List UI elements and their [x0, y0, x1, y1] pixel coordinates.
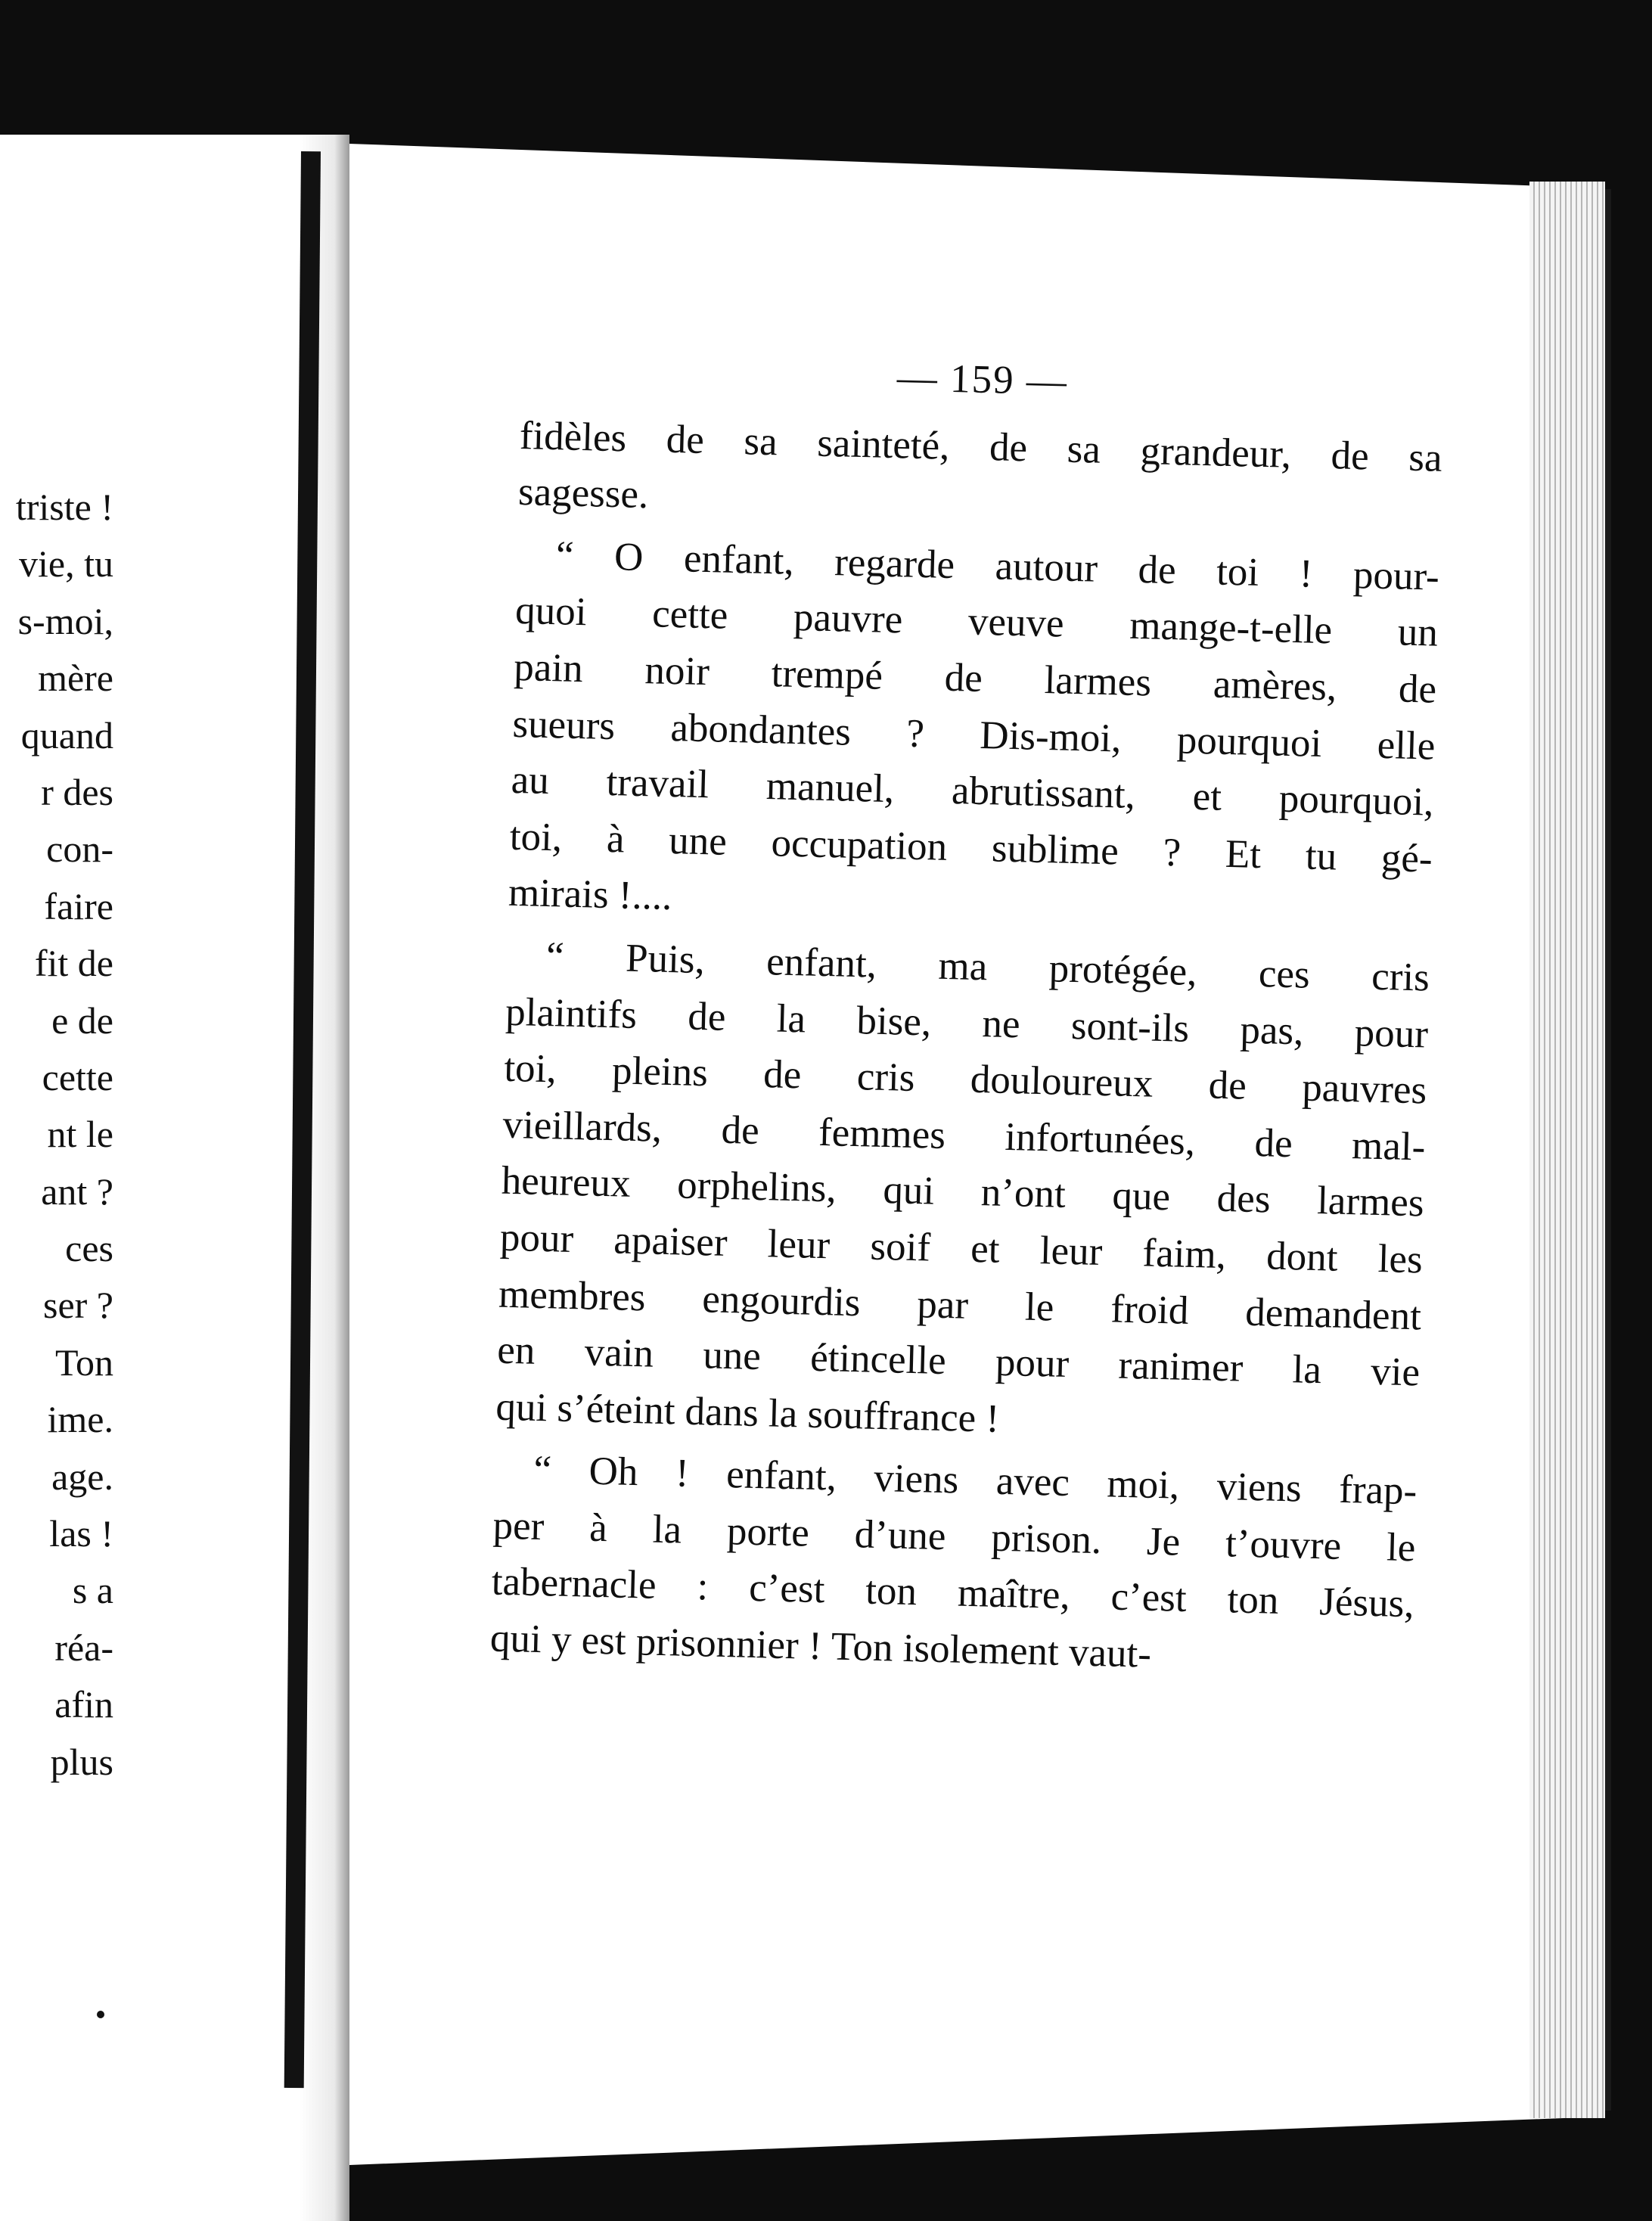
- left-page-line: e de: [51, 999, 113, 1042]
- text-line: quoi cette pauvre veuve mange-t-elle un: [514, 589, 1439, 656]
- text-line: en vain une étincelle pour ranimer la vie: [496, 1328, 1421, 1395]
- text-line: plaintifs de la bise, ne sont-ils pas, pour: [505, 989, 1429, 1057]
- text-line: sueurs abondantes ? Dis-moi, pourquoi elle: [511, 701, 1436, 769]
- paragraph: [495, 927, 1430, 1458]
- cover-edge: [1605, 189, 1611, 2111]
- left-page-line: plus: [50, 1740, 113, 1783]
- left-page-line: ime.: [47, 1398, 113, 1441]
- left-page-line: nt le: [47, 1113, 113, 1156]
- left-page-line: faire: [44, 884, 113, 927]
- text-line: qui s’éteint dans la souffrance !: [495, 1384, 1000, 1441]
- left-page-line: s-moi,: [17, 599, 113, 642]
- text-line: “ Oh ! enfant, viens avec moi, viens frap-: [533, 1448, 1418, 1514]
- text-line: mirais !....: [508, 871, 673, 919]
- page-edges: [1529, 182, 1605, 2118]
- left-page-line: las !: [49, 1512, 113, 1555]
- text-line: heureux orphelins, qui n’ont que des larmes: [501, 1158, 1425, 1225]
- right-page-text: [489, 340, 1444, 1689]
- left-page-line: ser ?: [43, 1284, 113, 1327]
- left-page-line: con-: [46, 828, 113, 871]
- left-page-line: age.: [51, 1455, 113, 1498]
- text-line: “ Puis, enfant, ma protégée, ces cris: [545, 933, 1430, 1000]
- left-page-line: ces: [65, 1227, 113, 1270]
- text-line: qui y est prisonnier ! Ton isolement vaut-: [489, 1616, 1152, 1676]
- text-line: per à la porte d’une prison. Je t’ouvre le: [492, 1503, 1417, 1570]
- paragraph: [517, 408, 1442, 543]
- text-line: pour apaiser leur soif et leur faim, dont les: [499, 1215, 1424, 1282]
- text-line: fidèles de sa sainteté, de sa grandeur, de sa: [519, 413, 1443, 480]
- left-page-text-fragments: [0, 479, 113, 1791]
- left-page-line: ant ?: [41, 1170, 113, 1213]
- page-number: — 159 —: [896, 356, 1069, 404]
- text-line: vieillards, de femmes infortunées, de mal-: [502, 1102, 1427, 1170]
- left-page-line: mère: [38, 657, 113, 700]
- text-line: tabernacle : c’est ton maître, c’est ton Jésus,: [491, 1559, 1415, 1626]
- text-line: membres engourdis par le froid demandent: [498, 1272, 1422, 1338]
- text-line: sagesse.: [517, 470, 649, 517]
- left-page-line: réa-: [54, 1626, 113, 1669]
- text-line: toi, pleins de cris douloureux de pauvres: [503, 1045, 1427, 1113]
- left-page-line: r des: [41, 770, 113, 813]
- left-page-line: s a: [72, 1569, 113, 1612]
- body-paragraphs: [489, 408, 1442, 1689]
- left-page-line: cette: [42, 1055, 113, 1098]
- left-page-line: Ton: [54, 1340, 113, 1384]
- paragraph: [508, 527, 1439, 944]
- text-line: toi, à une occupation sublime ? Et tu gé-: [509, 814, 1433, 881]
- left-page-line: vie, tu: [19, 542, 113, 586]
- ink-dot: [97, 2011, 104, 2018]
- left-page-line: fit de: [34, 942, 113, 985]
- text-line: au travail manuel, abrutissant, et pourquoi,: [511, 757, 1435, 825]
- paragraph: [489, 1441, 1418, 1689]
- left-page-line: afin: [54, 1683, 113, 1726]
- left-page-line: triste !: [15, 486, 113, 528]
- left-page-line: quand: [20, 713, 113, 756]
- text-line: pain noir trempé de larmes amères, de: [513, 645, 1437, 712]
- text-line: “ O enfant, regarde autour de toi ! pour-: [555, 533, 1440, 599]
